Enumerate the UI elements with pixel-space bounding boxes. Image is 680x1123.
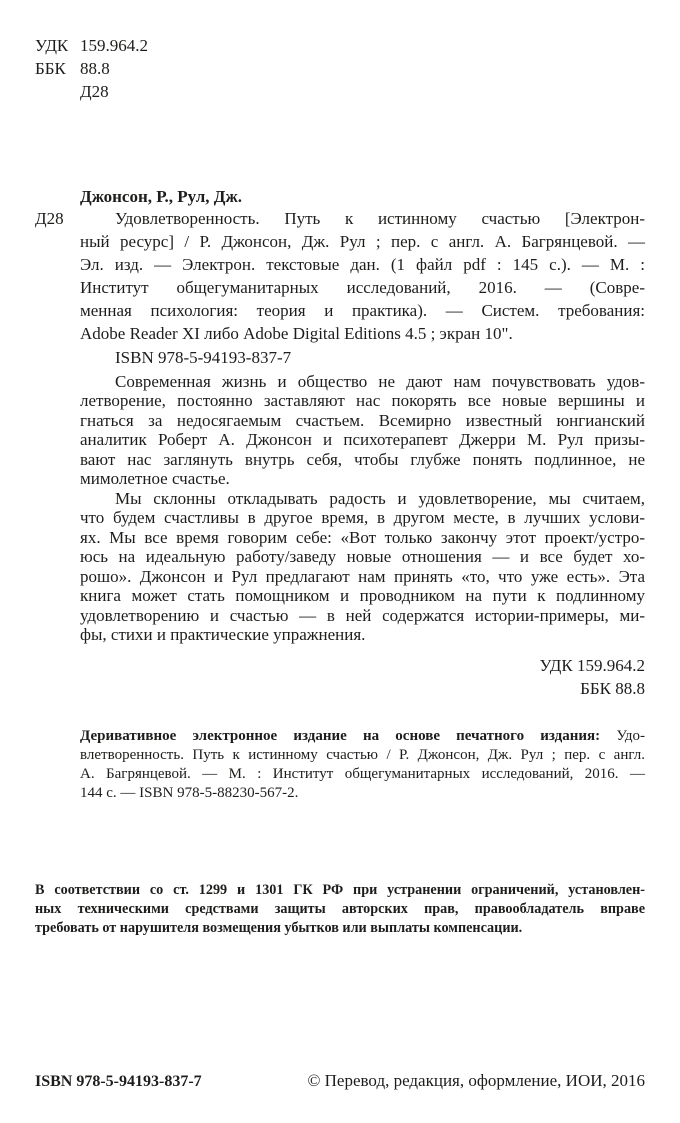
derivative-line: влетворенность. Путь к истинному счастью / Р. Джонсон, Дж. Рул ; пер. с англ. (80, 746, 645, 763)
description-line: менная психология: теория и практика). — Систем. требования: (80, 301, 645, 320)
bibliographic-description (80, 207, 645, 345)
annotation-line: фы, стихи и практические упражнения. (80, 625, 366, 644)
annotation-line: мимолетное счастье. (80, 469, 230, 488)
legal-line: В соответствии со ст. 1299 и 1301 ГК РФ при устранении ограничений, установлен- (35, 881, 645, 898)
udk-label: УДК (35, 36, 69, 55)
annotation-line: рошо». Джонсон и Рул предлагают нам принять «то, что уже есть». Эта (80, 566, 645, 586)
classification-block (35, 34, 148, 103)
derivative-line (80, 727, 645, 746)
derivative-label: Деривативное электронное издание на основе печатного издания: (80, 727, 601, 744)
udk-code: УДК 159.964.2 (539, 656, 645, 675)
record-author-sign: Д28 (35, 209, 64, 228)
annotation-line: что будем счастливы в другое время, в другом месте, в лучших услови- (80, 508, 645, 527)
annotation (80, 372, 645, 645)
bbk-code: ББК 88.8 (580, 679, 645, 698)
annotation-line: ях. Мы все время говорим себе: «Вот только закончу этот проект/устро- (80, 527, 645, 547)
derivative-first-line-rest: Удо- (616, 727, 646, 744)
udk-row (35, 34, 148, 57)
copyright-notice: © Перевод, редакция, оформление, ИОИ, 2016 (307, 1071, 645, 1090)
author-sign-value: Д28 (80, 82, 109, 101)
legal-line: требовать от нарушителя возмещения убытков или выплаты компенсации. (35, 919, 523, 936)
author-heading: Джонсон, Р., Рул, Дж. (80, 187, 243, 206)
description-line: Удовлетворенность. Путь к истинному счастью [Электрон- (115, 209, 645, 228)
annotation-line: Мы склонны откладывать радость и удовлетворение, мы считаем, (115, 488, 645, 508)
annotation-line: гнаться за недосягаемым счастьем. Всемирно известный юнгианский (80, 410, 645, 430)
legal-line: ных техническими средствами защиты авторских прав, правообладатель вправе (35, 900, 645, 917)
udk-value: 159.964.2 (80, 36, 148, 55)
derivative-line: А. Багрянцевой. — М. : Институт общегуманитарных исследований, 2016. — (80, 765, 645, 782)
author-sign-spacer (35, 80, 80, 103)
description-line: Adobe Reader XI либо Adobe Digital Editions 4.5 ; экран 10". (80, 324, 513, 343)
footer (35, 1069, 645, 1092)
author-sign-row (35, 80, 148, 103)
annotation-line: удовлетворению и счастью — в ней содержатся истории-примеры, ми- (80, 605, 645, 625)
legal-notice (35, 881, 645, 938)
bbk-label: ББК (35, 59, 66, 78)
derivative-line: 144 с. — ISBN 978-5-88230-567-2. (80, 784, 299, 801)
bbk-value: 88.8 (80, 59, 110, 78)
record-isbn: ISBN 978-5-94193-837-7 (115, 348, 292, 367)
annotation-line: книга может стать помощником и проводником на пути к подлинному (80, 586, 645, 605)
description-line: ный ресурс] / Р. Джонсон, Дж. Рул ; пер. с англ. А. Багрянцевой. — (80, 232, 645, 251)
description-line: Институт общегуманитарных исследований, 2016. — (Совре- (80, 278, 645, 297)
annotation-line: летворение, постоянно заставляют нас покорять все новые вершины и (80, 391, 645, 410)
bbk-row (35, 57, 148, 80)
annotation-line: Современная жизнь и общество не дают нам почувствовать удов- (115, 371, 645, 391)
annotation-line: аналитик Роберт А. Джонсон и психотерапевт Джерри М. Рул призы- (80, 430, 645, 449)
derivative-edition-note (80, 727, 645, 803)
index-codes (80, 654, 645, 700)
annotation-line: вают нас заглянуть внутрь себя, чтобы глубже понять подлинное, не (80, 449, 645, 469)
annotation-line: юсь на идеальную работу/заведу новые отношения — и все будет хо- (80, 547, 645, 566)
footer-isbn: ISBN 978-5-94193-837-7 (35, 1073, 202, 1090)
description-line: Эл. изд. — Электрон. текстовые дан. (1 файл pdf : 145 с.). — М. : (80, 255, 645, 274)
